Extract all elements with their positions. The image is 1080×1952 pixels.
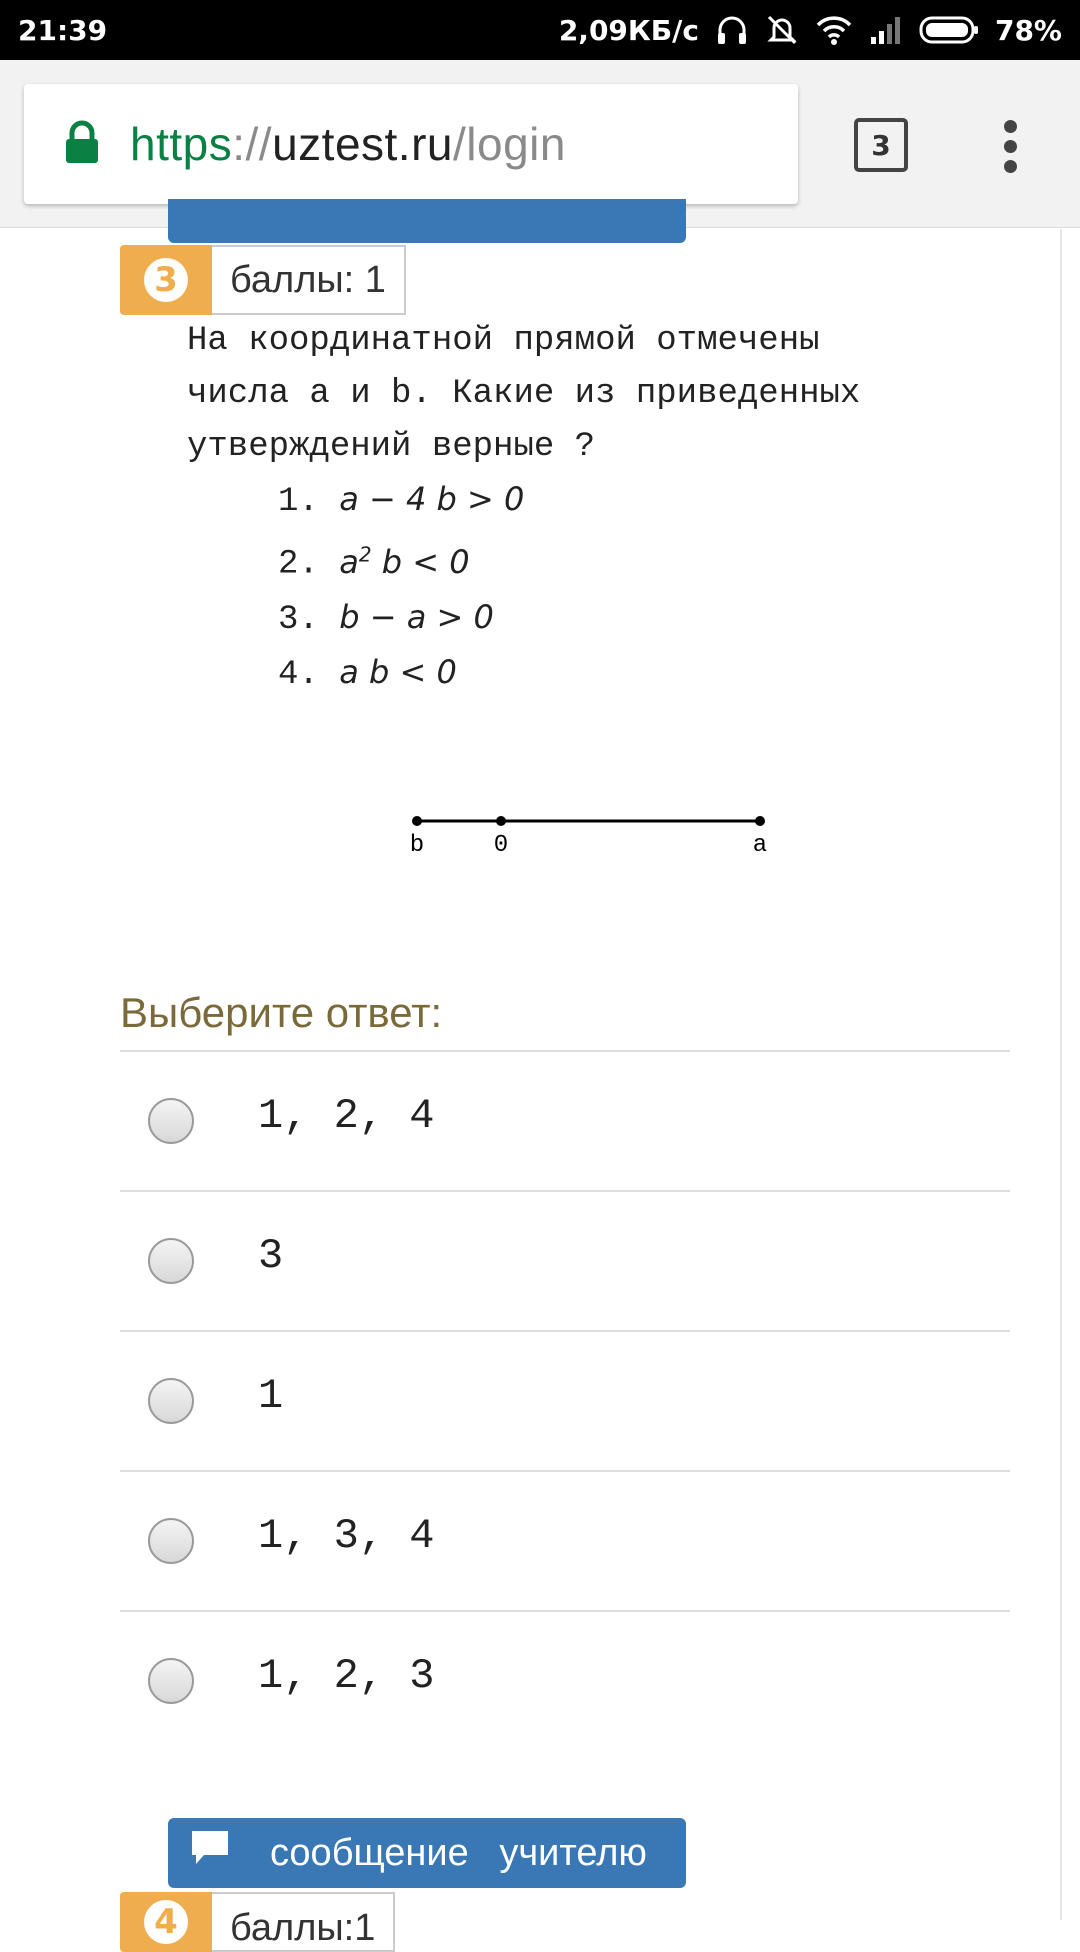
battery-percent: 78% [994,13,1062,47]
signal-icon [869,15,903,45]
statement-item: 3. b − a > 0 [278,597,494,639]
question-text-line: числа a и b. Какие из приведенных [187,375,861,413]
wifi-icon [815,13,853,47]
message-teacher-label: сообщение учителю [270,1831,647,1874]
menu-dot-icon [1004,140,1017,153]
tab-switcher-button[interactable]: 3 [854,118,908,172]
muted-bell-icon [765,13,799,47]
network-speed: 2,09КБ/с [558,13,699,47]
menu-dot-icon [1004,120,1017,133]
url-path: /login [453,118,566,170]
address-bar[interactable] [24,84,798,204]
next-question-header [120,1892,395,1952]
previous-message-button[interactable] [168,199,686,243]
answer-option-label: 1, 2, 3 [258,1652,435,1700]
overflow-menu-button[interactable] [996,118,1026,178]
question-header [120,245,406,315]
question-text-line: На координатной прямой отмечены [187,322,820,360]
answer-option-label: 3 [258,1232,284,1280]
number-line-figure [400,799,780,879]
label-b: b [409,832,425,859]
lock-icon [64,120,100,169]
chat-icon [190,1829,230,1877]
answer-title: Выберите ответ: [120,989,443,1036]
point-a [755,816,765,826]
headphones-icon [715,13,749,47]
statement-list [278,473,524,701]
page-content [0,229,1080,1949]
statement-item: 2. $a^2$ b < 0 [278,542,470,584]
status-bar [0,0,1080,60]
status-time: 21:39 [18,13,108,47]
label-a: a [752,832,768,859]
point-b [412,816,422,826]
url-host: uztest.ru [272,118,453,170]
answer-option-label: 1 [258,1372,284,1420]
statement-item: 1. a − 4 b > 0 [278,480,525,521]
message-teacher-button[interactable] [168,1818,686,1888]
radio-button[interactable] [148,1238,194,1284]
label-zero: 0 [493,832,509,859]
question-number: 4 [144,1900,188,1944]
answer-option-label: 1, 3, 4 [258,1512,435,1560]
question-points: баллы:1 [212,1892,395,1952]
question-number-badge [120,1892,212,1952]
menu-dot-icon [1004,160,1017,173]
url-separator: :// [232,118,273,170]
answer-option[interactable] [120,1052,1010,1192]
url-text [130,117,566,171]
point-zero [496,816,506,826]
radio-button[interactable] [148,1098,194,1144]
answer-option[interactable] [120,1332,1010,1472]
question-points: баллы: 1 [212,245,406,315]
url-scheme: https [130,118,233,170]
answer-option[interactable] [120,1472,1010,1612]
question-text [187,315,1007,474]
answer-option[interactable] [120,1192,1010,1332]
question-text-line: утверждений верные ? [187,428,596,466]
statement-item: 4. a b < 0 [278,652,457,694]
radio-button[interactable] [148,1518,194,1564]
battery-icon [919,15,979,45]
content-border [1060,229,1062,1920]
radio-button[interactable] [148,1658,194,1704]
radio-button[interactable] [148,1378,194,1424]
answer-option[interactable] [120,1612,1010,1752]
question-number-badge [120,245,212,315]
question-number: 3 [144,258,188,302]
answer-option-label: 1, 2, 4 [258,1092,435,1140]
